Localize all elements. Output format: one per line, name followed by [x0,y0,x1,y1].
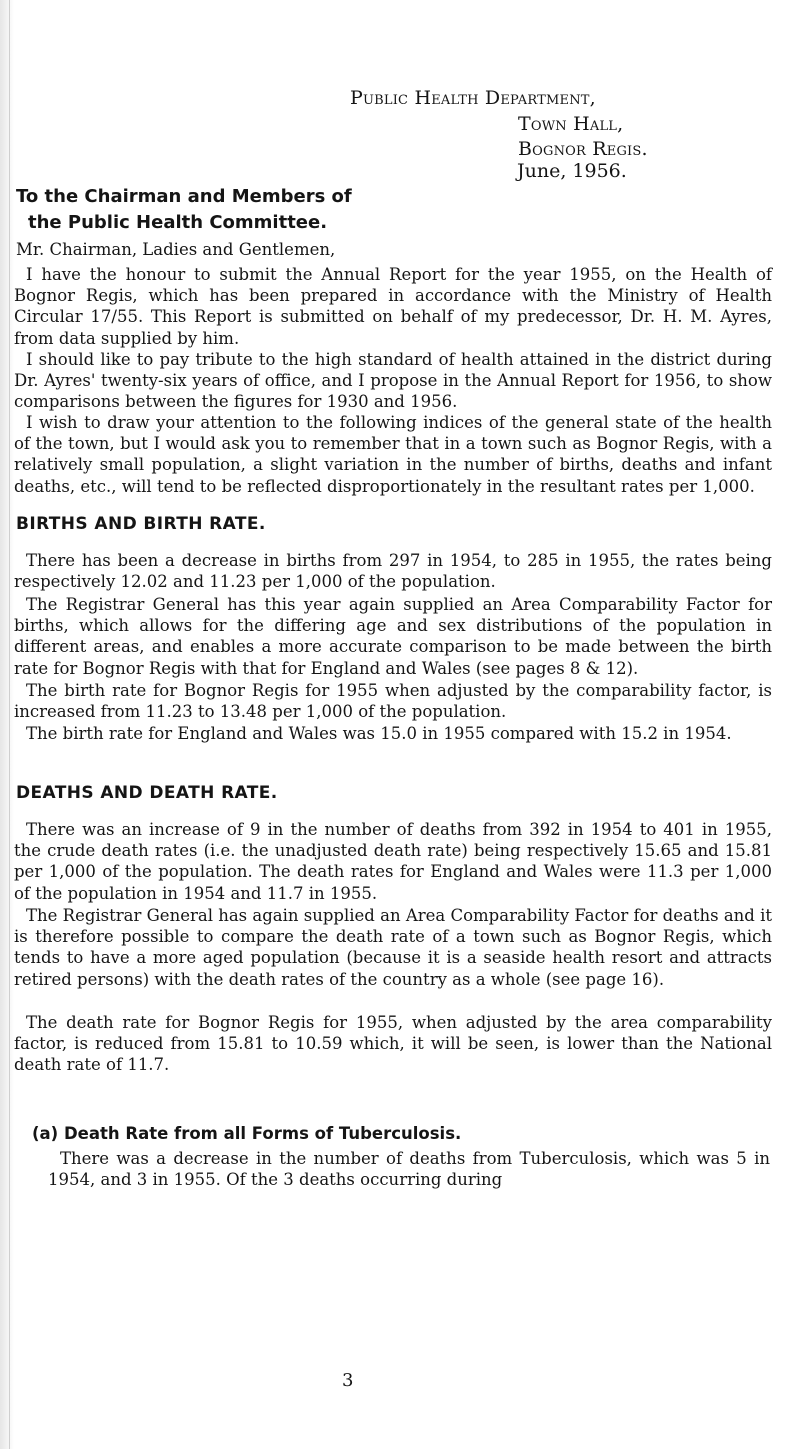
recipient [16,184,352,236]
intro-paragraph-1 [14,264,772,349]
births-text-3: The birth rate for Bognor Regis for 1955 when adjusted by the comparability factor, is increased from 11.23 to 13.48 per 1,000 of the population. [14,681,772,722]
letter-date: June, 1956. [517,160,627,182]
intro-paragraph-3 [14,412,772,497]
deaths-paragraph-1 [14,819,772,904]
tuberculosis-heading: (a) Death Rate from all Forms of Tuberculosis. [32,1124,462,1143]
tuberculosis-paragraph [48,1148,770,1190]
deaths-paragraph-3 [14,1012,772,1076]
births-text-1: There has been a decrease in births from 297 in 1954, to 285 in 1955, the rates being respectively 12.02 and 11.23 per 1,000 of the population. [14,551,772,592]
letterhead-town: Bognor Regis. [518,138,648,160]
births-paragraph-2 [14,594,772,679]
deaths-text-2: The Registrar General has again supplied an Area Comparability Factor for deaths and it is therefore possible to compare the death rate of a town such as Bognor Regis, which tends to have a more aged population (because it is a seaside health resort and attracts retired persons) with the death rates of the country as a whole (see page 16). [14,906,772,989]
letterhead-department: Public Health Department, [350,87,596,109]
births-paragraph-4 [14,723,772,744]
births-paragraph-1 [14,550,772,592]
deaths-text-3: The death rate for Bognor Regis for 1955, when adjusted by the area comparability factor, is reduced from 15.81 to 10.59 which, it will be seen, is lower than the National death rate of 11.7. [14,1013,772,1075]
recipient-line-2: the Public Health Committee. [28,212,328,233]
deaths-heading: DEATHS AND DEATH RATE. [16,783,278,803]
deaths-paragraph-2 [14,905,772,990]
tuberculosis-text: There was a decrease in the number of deaths from Tuberculosis, which was 5 in 1954, and 3 in 1955. Of the 3 deaths occurring during [48,1149,770,1190]
letterhead-building: Town Hall, [518,112,624,135]
births-text-4: The birth rate for England and Wales was 15.0 in 1955 compared with 15.2 in 1954. [26,724,732,743]
recipient-line-1: To the Chairman and Members of [16,186,352,207]
intro-paragraph-2 [14,349,772,413]
intro-text-1: I have the honour to submit the Annual Report for the year 1955, on the Health of Bognor Regis, which has been prepared in accordance with the Ministry of Health Circular 17/55. This Report is submitted on behalf of my predecessor, Dr. H. M. Ayres, from data supplied by him. [14,265,772,348]
intro-text-2: I should like to pay tribute to the high standard of health attained in the district during Dr. Ayres' twenty-six years of office, and I propose in the Annual Report for 1956, to show comparisons between the figures for 1930 and 1956. [14,350,772,412]
births-text-2: The Registrar General has this year again supplied an Area Comparability Factor for births, which allows for the differing age and sex distributions of the population in different areas, and enables a more accurate comparison to be made between the birth rate for Bognor Regis with that for England and Wales (see pages 8 & 12). [14,595,772,678]
births-heading: BIRTHS AND BIRTH RATE. [16,514,266,534]
deaths-text-1: There was an increase of 9 in the number of deaths from 392 in 1954 to 401 in 1955, the crude death rates (i.e. the unadjusted death rate) being respectively 15.65 and 15.81 per 1,000 of the population. The death rates for England and Wales were 11.3 per 1,000 of the population in 1954 and 11.7 in 1955. [14,820,772,903]
intro-text-3: I wish to draw your attention to the following indices of the general state of the health of the town, but I would ask you to remember that in a town such as Bognor Regis, with a relatively small population, a slight variation in the number of births, deaths and infant deaths, etc., will tend to be reflected disproportionately in the resultant rates per 1,000. [14,413,772,496]
salutation: Mr. Chairman, Ladies and Gentlemen, [16,240,336,259]
births-paragraph-3 [14,680,772,722]
letterhead [350,86,648,163]
page-number: 3 [342,1370,354,1391]
